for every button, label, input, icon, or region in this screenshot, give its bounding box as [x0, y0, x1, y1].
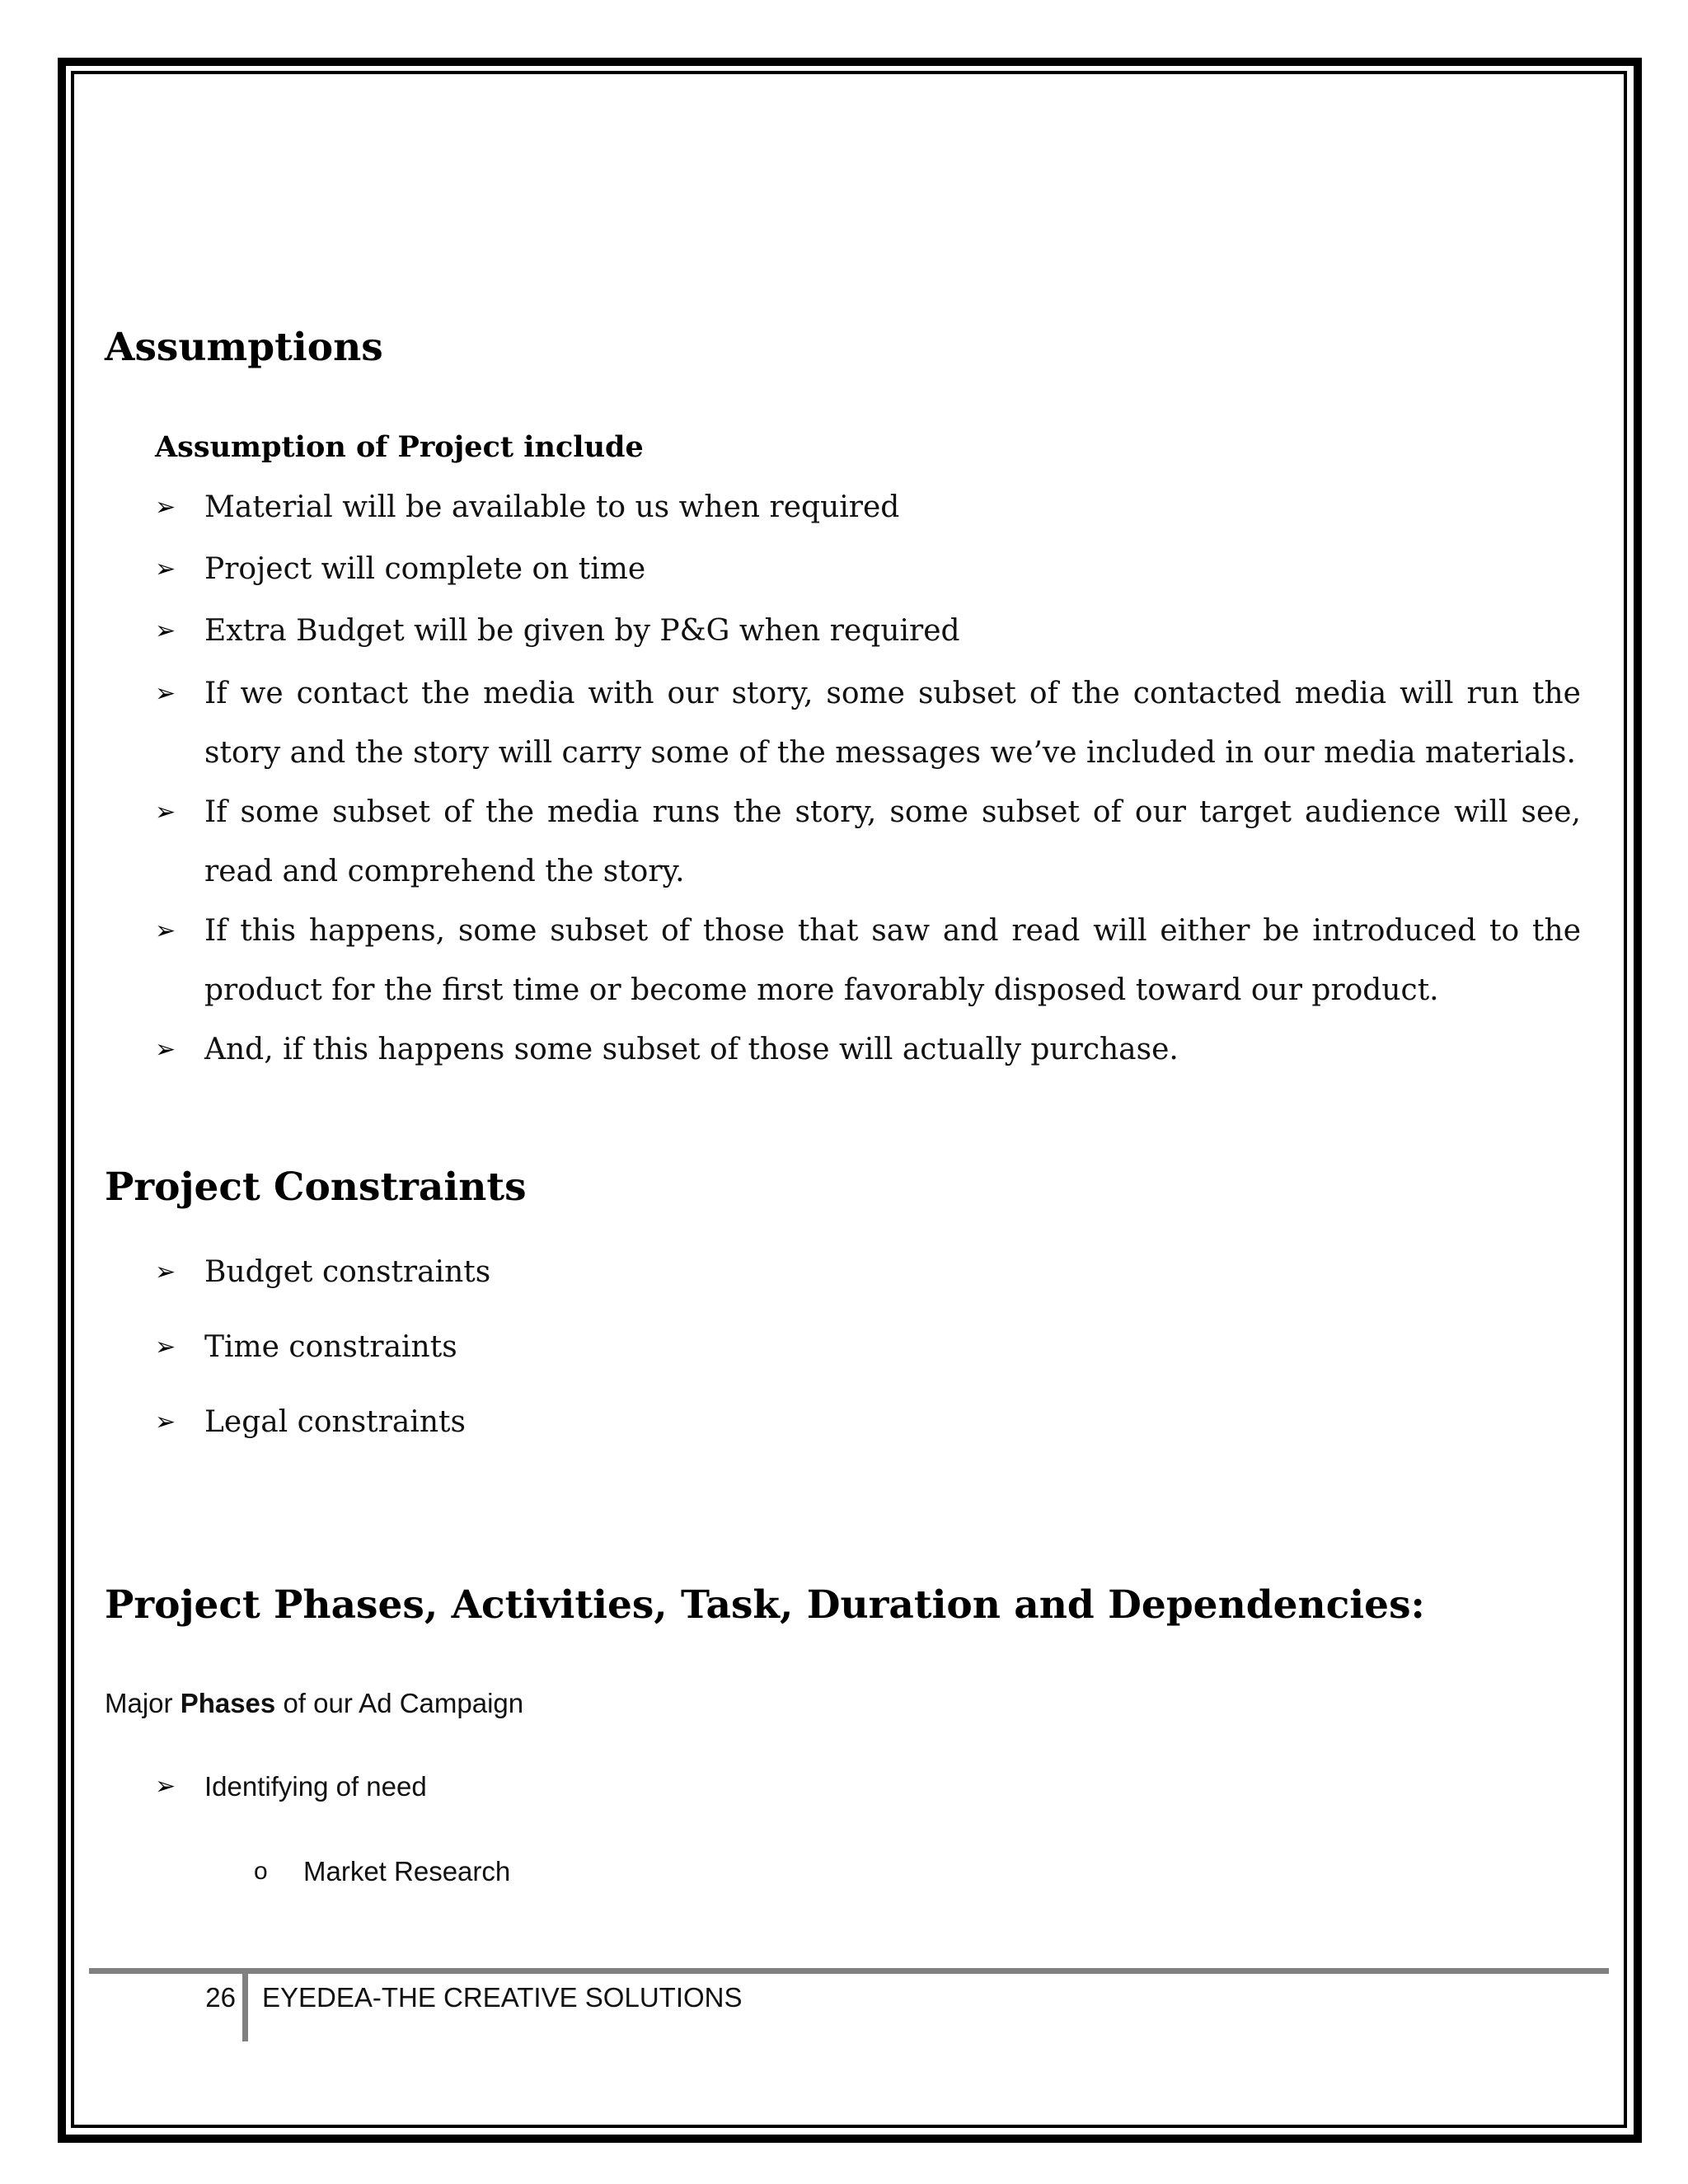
- arrow-bullet-icon: ➢: [155, 493, 176, 522]
- constraint-item: [155, 1393, 1581, 1452]
- footer-company-name: EYEDEA-THE CREATIVE SOLUTIONS: [262, 1982, 743, 2013]
- phase-subitem-label: Market Research: [303, 1856, 511, 1886]
- assumption-item: [155, 783, 1581, 902]
- footer-horizontal-rule: [89, 1968, 1609, 1974]
- arrow-bullet-icon: ➢: [155, 1258, 176, 1286]
- section-title-assumptions: Assumptions: [105, 325, 383, 370]
- assumption-item: [155, 1020, 1581, 1080]
- arrow-bullet-icon: ➢: [155, 1408, 176, 1436]
- constraint-item: [155, 1243, 1581, 1302]
- phases-intro-before: Major: [105, 1688, 181, 1718]
- phases-intro-after: of our Ad Campaign: [275, 1688, 524, 1718]
- assumption-item: [155, 902, 1581, 1020]
- assumption-item-text: Project will complete on time: [204, 552, 646, 586]
- section-title-constraints: Project Constraints: [105, 1165, 527, 1210]
- phase-subitem: [254, 1856, 510, 1887]
- arrow-bullet-icon: ➢: [155, 798, 176, 827]
- arrow-bullet-icon: ➢: [155, 679, 176, 708]
- assumption-item-text: If some subset of the media runs the story, some subset of our target audience will see, read and comprehend the story.: [204, 795, 1581, 888]
- assumption-item: [155, 478, 1581, 537]
- circle-bullet-icon: o: [254, 1858, 268, 1885]
- arrow-bullet-icon: ➢: [155, 1772, 176, 1801]
- arrow-bullet-icon: ➢: [155, 916, 176, 945]
- phase-item-label: Identifying of need: [204, 1771, 427, 1802]
- arrow-bullet-icon: ➢: [155, 1035, 176, 1064]
- footer-vertical-rule: [242, 1974, 248, 2041]
- phases-intro-bold: Phases: [180, 1688, 276, 1718]
- assumption-item-text: Extra Budget will be given by P&G when required: [204, 614, 960, 648]
- section-title-phases: Project Phases, Activities, Task, Duration and Dependencies:: [105, 1582, 1425, 1628]
- constraint-item-text: Legal constraints: [204, 1405, 466, 1439]
- constraint-item-text: Time constraints: [204, 1330, 457, 1364]
- assumption-item-text: If we contact the media with our story, some subset of the contacted media will run the story and the story will carry some of the messages we’ve included in our media materials.: [204, 677, 1581, 770]
- assumption-item-text: If this happens, some subset of those that saw and read will either be introduced to the product for the first time or become more favorably disposed toward our product.: [204, 914, 1581, 1007]
- page-border-inner: [71, 71, 1627, 2128]
- arrow-bullet-icon: ➢: [155, 555, 176, 583]
- arrow-bullet-icon: ➢: [155, 616, 176, 645]
- assumption-item: [155, 602, 1581, 661]
- assumption-item: [155, 664, 1581, 783]
- assumption-item-text: And, if this happens some subset of those will actually purchase.: [204, 1033, 1179, 1066]
- footer-page-number: 26: [205, 1982, 236, 2013]
- assumption-item-text: Material will be available to us when required: [204, 490, 900, 524]
- arrow-bullet-icon: ➢: [155, 1333, 176, 1361]
- constraint-item: [155, 1318, 1581, 1377]
- assumptions-subheading: Assumption of Project include: [155, 430, 644, 464]
- phases-intro: [105, 1690, 523, 1717]
- assumption-item: [155, 540, 1581, 599]
- phase-item: [155, 1770, 427, 1803]
- constraint-item-text: Budget constraints: [204, 1255, 491, 1289]
